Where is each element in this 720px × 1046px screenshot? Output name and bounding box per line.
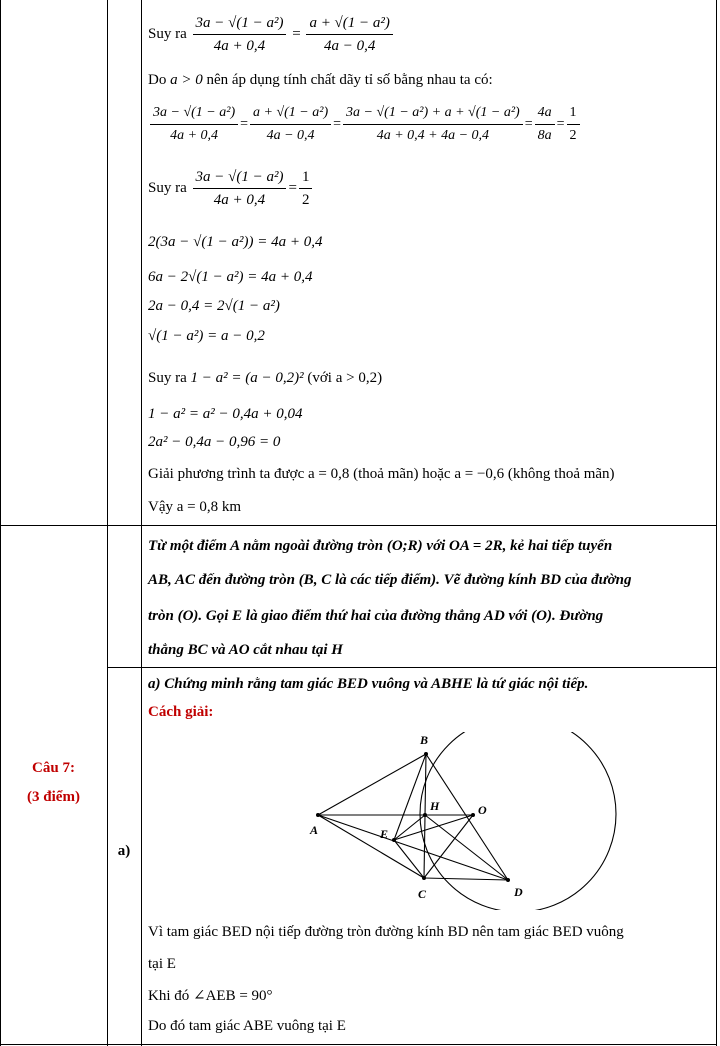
point-a (316, 813, 320, 817)
chain-fraction-1-num: 3a − √(1 − a²) (150, 104, 238, 125)
chain-fraction-3 (343, 104, 523, 145)
proof-line-2: tại E (148, 956, 176, 972)
equation-5-condition: (với a > 0,2) (307, 370, 383, 386)
conclusion-line: Vậy a = 0,8 km (148, 499, 242, 515)
fraction-1 (193, 14, 287, 55)
fraction-1-den: 4a + 0,4 (213, 38, 266, 54)
segment-eo (394, 815, 473, 840)
equation-7: 2a² − 0,4a − 0,96 = 0 (148, 434, 281, 450)
chain-fraction-4-den: 8a (537, 128, 552, 143)
half-num-2: 1 (299, 168, 313, 189)
equation-3: 2a − 0,4 = 2√(1 − a²) (148, 298, 280, 314)
ratio-chain: $\frac{\text{3a − √(1 − a²)}}{4a + 0,4}$ = $\frac{\text{a + √(1 − a²)}}{4a - 0,4}$ = $\frac{\text{3a − √(1 − a²) + a + √(1 − a²)}}{4a + 0,4 + 4a - 0,4}$ = $\frac{4a}{8a}$ = $\frac{1}{2}$ (148, 104, 582, 145)
a-gt-0: a > 0 (170, 72, 203, 88)
table-border-col1 (107, 0, 108, 1046)
tangent-ac (318, 815, 424, 878)
statement-line-4: thẳng BC và AO cắt nhau tại H (148, 642, 343, 658)
eq5-prefix: Suy ra (148, 370, 187, 386)
label-b: B (420, 733, 429, 747)
fraction-1-num: 3a − √(1 − a²) (193, 14, 287, 35)
proof-line-1: Vì tam giác BED nội tiếp đường tròn đường kính BD nên tam giác BED vuông (148, 924, 624, 940)
part-a-task: a) Chứng minh rằng tam giác BED vuông và ABHE là tứ giác nội tiếp. (148, 676, 589, 692)
equation-5-line (148, 368, 382, 388)
fraction-2-den: 4a − 0,4 (323, 38, 376, 54)
do-line-text: nên áp dụng tính chất dãy tỉ số bằng nhau ta có: (206, 72, 493, 88)
suy-ra-text-2: Suy ra (148, 179, 187, 196)
statement-line-1: Từ một điểm A nằm ngoài đường tròn (O;R) với OA = 2R, kẻ hai tiếp tuyến (148, 538, 613, 554)
label-e: E (380, 827, 389, 841)
fraction-1b (193, 168, 287, 209)
equation-1: 2(3a − √(1 − a²)) = 4a + 0,4 (148, 234, 323, 250)
statement-cell (148, 526, 714, 667)
fraction-1b-num: 3a − √(1 − a²) (193, 168, 287, 189)
chain-fraction-1 (150, 104, 238, 145)
suy-ra-fractions: Suy ra $\frac{\text{3a − √(1 − a²)}}{4a + 0,4}$ = $\frac{\text{a + √(1 − a²)}}{4a - 0,4}$ (148, 14, 395, 55)
point-d (506, 878, 510, 882)
equation-4: √(1 − a²) = a − 0,2 (148, 328, 265, 344)
point-e (392, 838, 396, 842)
equation-2: 6a − 2√(1 − a²) = 4a + 0,4 (148, 269, 313, 285)
proof-line-4: Do đó tam giác ABE vuông tại E (148, 1018, 346, 1034)
equation-5: 1 − a² = (a − 0,2)² (190, 370, 304, 386)
fraction-2-num: a + √(1 − a²) (306, 14, 392, 35)
solve-line: Giải phương trình ta được a = 0,8 (thoả mãn) hoặc a = −0,6 (không thoả mãn) (148, 466, 615, 482)
label-h: H (430, 799, 440, 813)
statement-line-3: tròn (O). Gọi E là giao điểm thứ hai của đường thẳng AD với (O). Đường (148, 608, 604, 624)
table-border-bottom (0, 1044, 717, 1045)
do-text: Do (148, 72, 167, 88)
chain-fraction-4 (535, 104, 555, 145)
chain-fraction-3-num: 3a − √(1 − a²) + a + √(1 − a²) (343, 104, 523, 125)
chain-fraction-1-den: 4a + 0,4 (170, 128, 219, 143)
half-num: 1 (567, 104, 580, 125)
label-d: D (514, 885, 523, 899)
statement-line-2: AB, AC đến đường tròn (B, C là các tiếp điểm). Vẽ đường kính BD của đường (148, 572, 632, 588)
chain-fraction-2-num: a + √(1 − a²) (250, 104, 331, 125)
do-line (148, 70, 493, 90)
tangent-ab (318, 754, 426, 815)
suy-ra-half: Suy ra $\frac{\text{3a − √(1 − a²)}}{4a + 0,4}$ = $\frac{1}{2}$ (148, 168, 314, 209)
circle-o (420, 732, 616, 910)
chain-fraction-3-den: 4a + 0,4 + 4a − 0,4 (376, 128, 490, 143)
table-border-right (716, 0, 717, 1046)
half-den: 2 (569, 128, 577, 143)
label-o: O (478, 803, 487, 817)
label-a: A (310, 823, 319, 837)
label-c: C (418, 887, 427, 901)
point-c (422, 876, 426, 880)
table-border-col2 (141, 0, 142, 1046)
fraction-2 (306, 14, 392, 55)
point-b (424, 752, 428, 756)
table-border-left (0, 0, 1, 1046)
segment-cd (424, 878, 508, 880)
chain-fraction-2 (250, 104, 331, 145)
method-label: Cách giải: (148, 704, 214, 720)
point-o (471, 813, 475, 817)
part-a-label: a) (117, 843, 131, 859)
point-h (423, 813, 427, 817)
question-label: Câu 7: (32, 760, 75, 776)
part-a-cell (148, 668, 714, 1044)
geometry-figure (298, 732, 688, 910)
equation-6: 1 − a² = a² − 0,4a + 0,04 (148, 406, 303, 422)
solution-cell (148, 0, 714, 525)
fraction-1b-den: 4a + 0,4 (213, 192, 266, 208)
chain-fraction-4-num: 4a (535, 104, 555, 125)
chain-fraction-2-den: 4a − 0,4 (266, 128, 315, 143)
proof-line-3: Khi đó ∠AEB = 90° (148, 988, 273, 1004)
question-points: (3 điểm) (27, 789, 80, 805)
half-fraction-2 (299, 168, 313, 209)
half-fraction (567, 104, 580, 145)
suy-ra-text: Suy ra (148, 25, 187, 42)
half-den-2: 2 (301, 192, 310, 208)
